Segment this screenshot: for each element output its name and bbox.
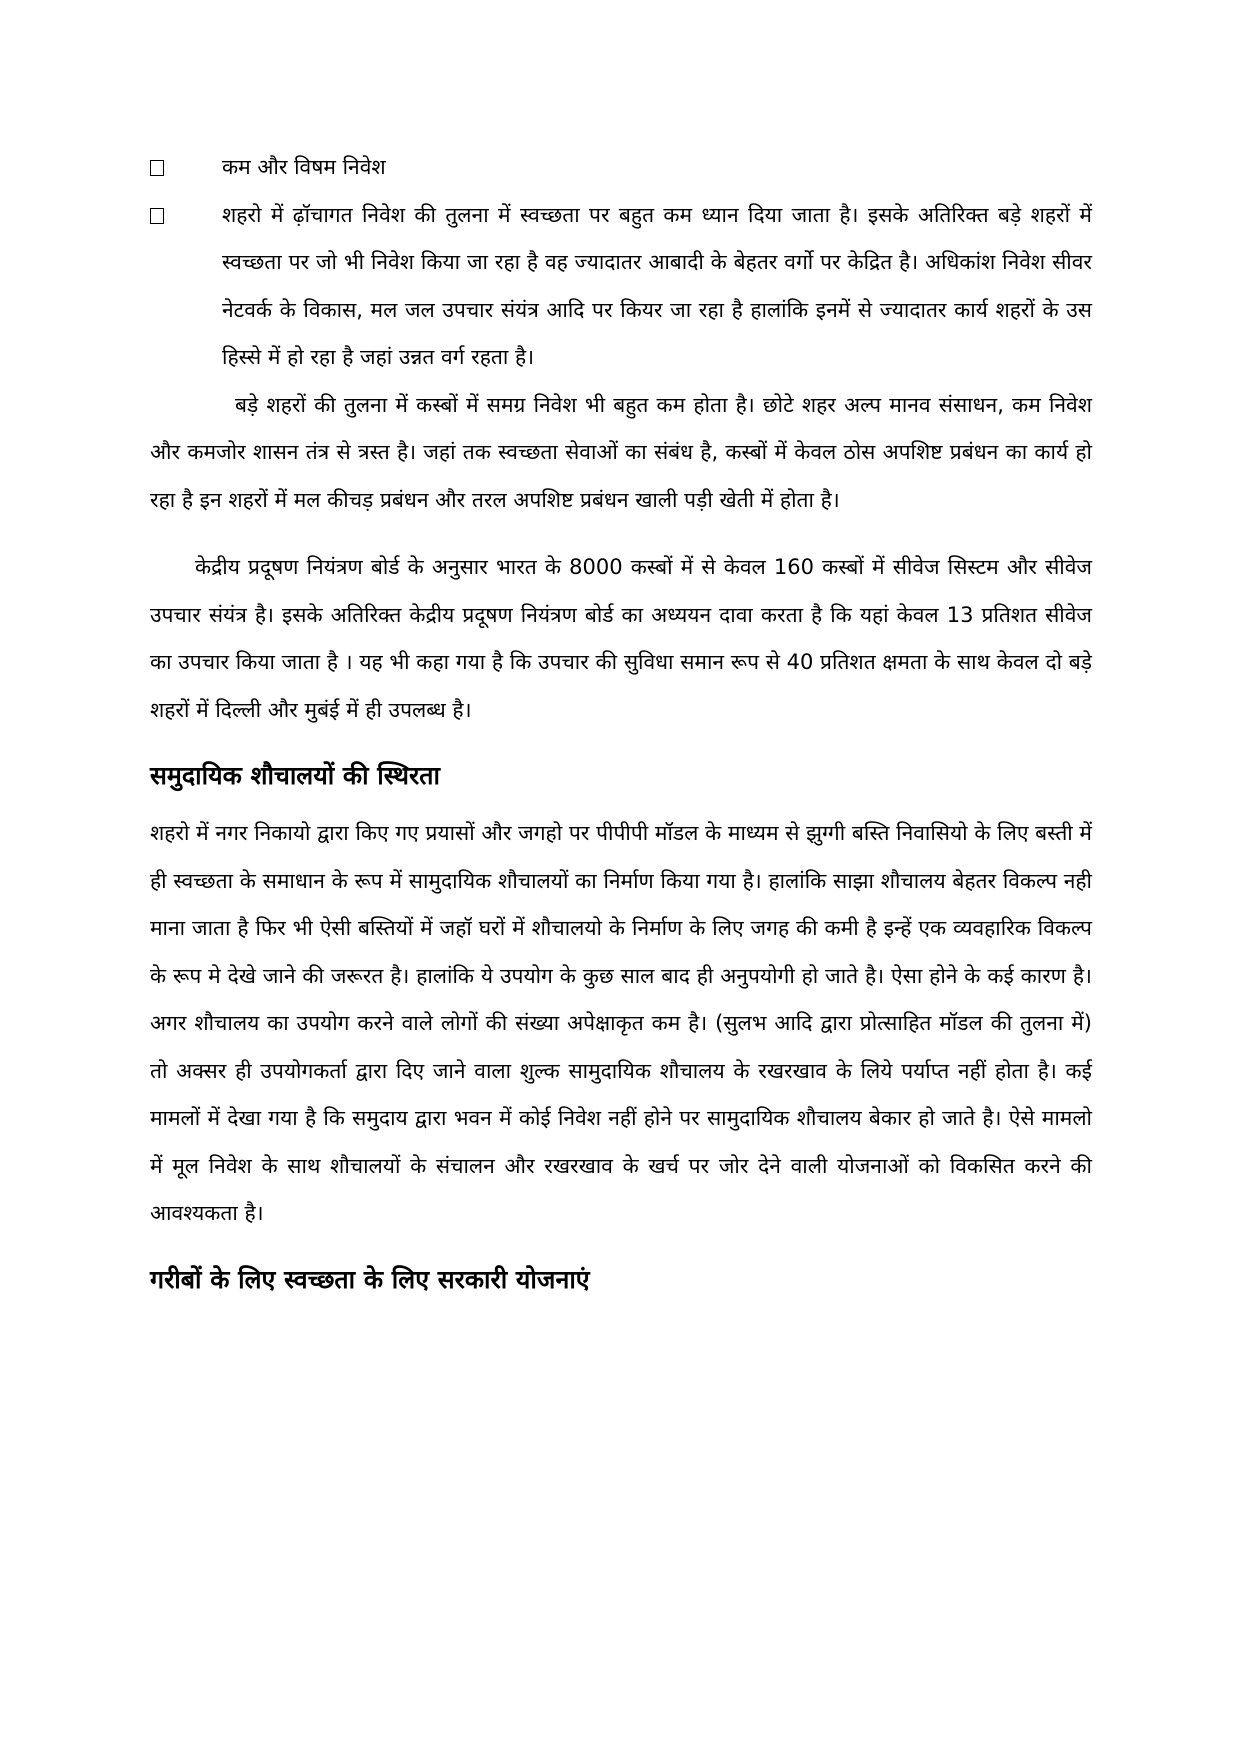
paragraph-community-toilets: शहरो में नगर निकायो द्वारा किए गए प्रयासों और जगहो पर पीपीपी मॉडल के माध्यम से झुग्गी बस्ति निवासियो के लिए बस्ती में ही स्वच्छता के समाधान के रूप में सामुदायिक शौचालयों का निर्माण किया गया है। हालांकि साझा शौचालय बेहतर विकल्प नही माना जाता है फिर भी ऐसी बस्तियों में जहॉ घरों में शौचालयो के निर्माण के लिए जगह की कमी है इन्हें एक व्यवहारिक विकल्प के रूप मे देखे जाने की जरूरत है। हालांकि ये उपयोग के कुछ साल बाद ही अनुपयोगी हो जाते है। ऐसा होने के कई कारण है। अगर शौचालय का उपयोग करने वाले लोगों की संख्या अपेक्षाकृत कम है। (सुलभ आदि द्वारा प्रोत्साहित मॉडल की तुलना में) तो अक्सर ही उपयोगकर्ता द्वारा दिए जाने वाला शुल्क सामुदायिक शौचालय के रखरखाव के लिये पर्याप्त नहीं होता है। कई मामलों में देखा गया है कि समुदाय द्वारा भवन में कोई निवेश नहीं होने पर सामुदायिक शौचालय बेकार हो जाते है। ऐसे मामलो में मूल निवेश के साथ शौचालयों के संचालन और रखरखाव के खर्च पर जोर देने वाली योजनाओं को विकसित करने की आवश्यकता है। [150, 821, 1092, 1225]
section-heading-govt-schemes: गरीबों के लिए स्वच्छता के लिए सरकारी योजनाएं [150, 1264, 590, 1294]
bullet-text: शहरो में ढ़ॉचागत निवेश की तुलना में स्वच्छता पर बहुत कम ध्यान दिया जाता है। इसके अतिरिक्त बड़े शहरों में स्वच्छता पर जो भी निवेश किया जा रहा है वह ज्यादातर आबादी के बेहतर वर्गो पर केद्रित है। अधिकांश निवेश सीवर नेटवर्क के विकास, मल जल उपचार संयंत्र आदि पर कियर जा रहा है हालांकि इनमें से ज्यादातर कार्य शहरों के उस हिस्से में हो रहा है जहां उन्नत वर्ग रहता है। [222, 202, 1092, 369]
bullet-box-icon [150, 208, 164, 224]
bullet-text: कम और विषम निवेश [222, 155, 386, 179]
paragraph-investment-towns: बड़े शहरों की तुलना में कस्बों में समग्र निवेश भी बहुत कम होता है। छोटे शहर अल्प मानव संसाधन, कम निवेश और कमजोर शासन तंत्र से त्रस्त है। जहां तक स्वच्छता सेवाओं का संबंध है, कस्बों में केवल ठोस अपशिष्ट प्रबंधन का कार्य हो रहा है इन शहरों में मल कीचड़ प्रबंधन और तरल अपशिष्ट प्रबंधन खाली पड़ी खेती में होता है। [150, 392, 1092, 512]
section-heading-community-toilets: समुदायिक शौचालयों की स्थिरता [150, 761, 440, 790]
spacer [150, 796, 1092, 810]
bullet-item [150, 192, 1092, 382]
spacer [150, 1238, 1092, 1260]
bullet-item [150, 144, 1092, 192]
spacer [150, 524, 1092, 544]
spacer [150, 734, 1092, 756]
paragraph-cpcb: केद्रीय प्रदूषण नियंत्रण बोर्ड के अनुसार भारत के 8000 कस्बों में से केवल 160 कस्बों में सीवेज सिस्टम और सीवेज उपचार संयंत्र है। इसके अतिरिक्त केद्रीय प्रदूषण नियंत्रण बोर्ड का अध्ययन दावा करता है कि यहां केवल 13 प्रतिशत सीवेज का उपचार किया जाता है । यह भी कहा गया है कि उपचार की सुविधा समान रूप से 40 प्रतिशत क्षमता के साथ केवल दो बड़े शहरों में दिल्ली और मुबंई में ही उपलब्ध है। [150, 555, 1092, 722]
bullet-box-icon [150, 160, 164, 176]
